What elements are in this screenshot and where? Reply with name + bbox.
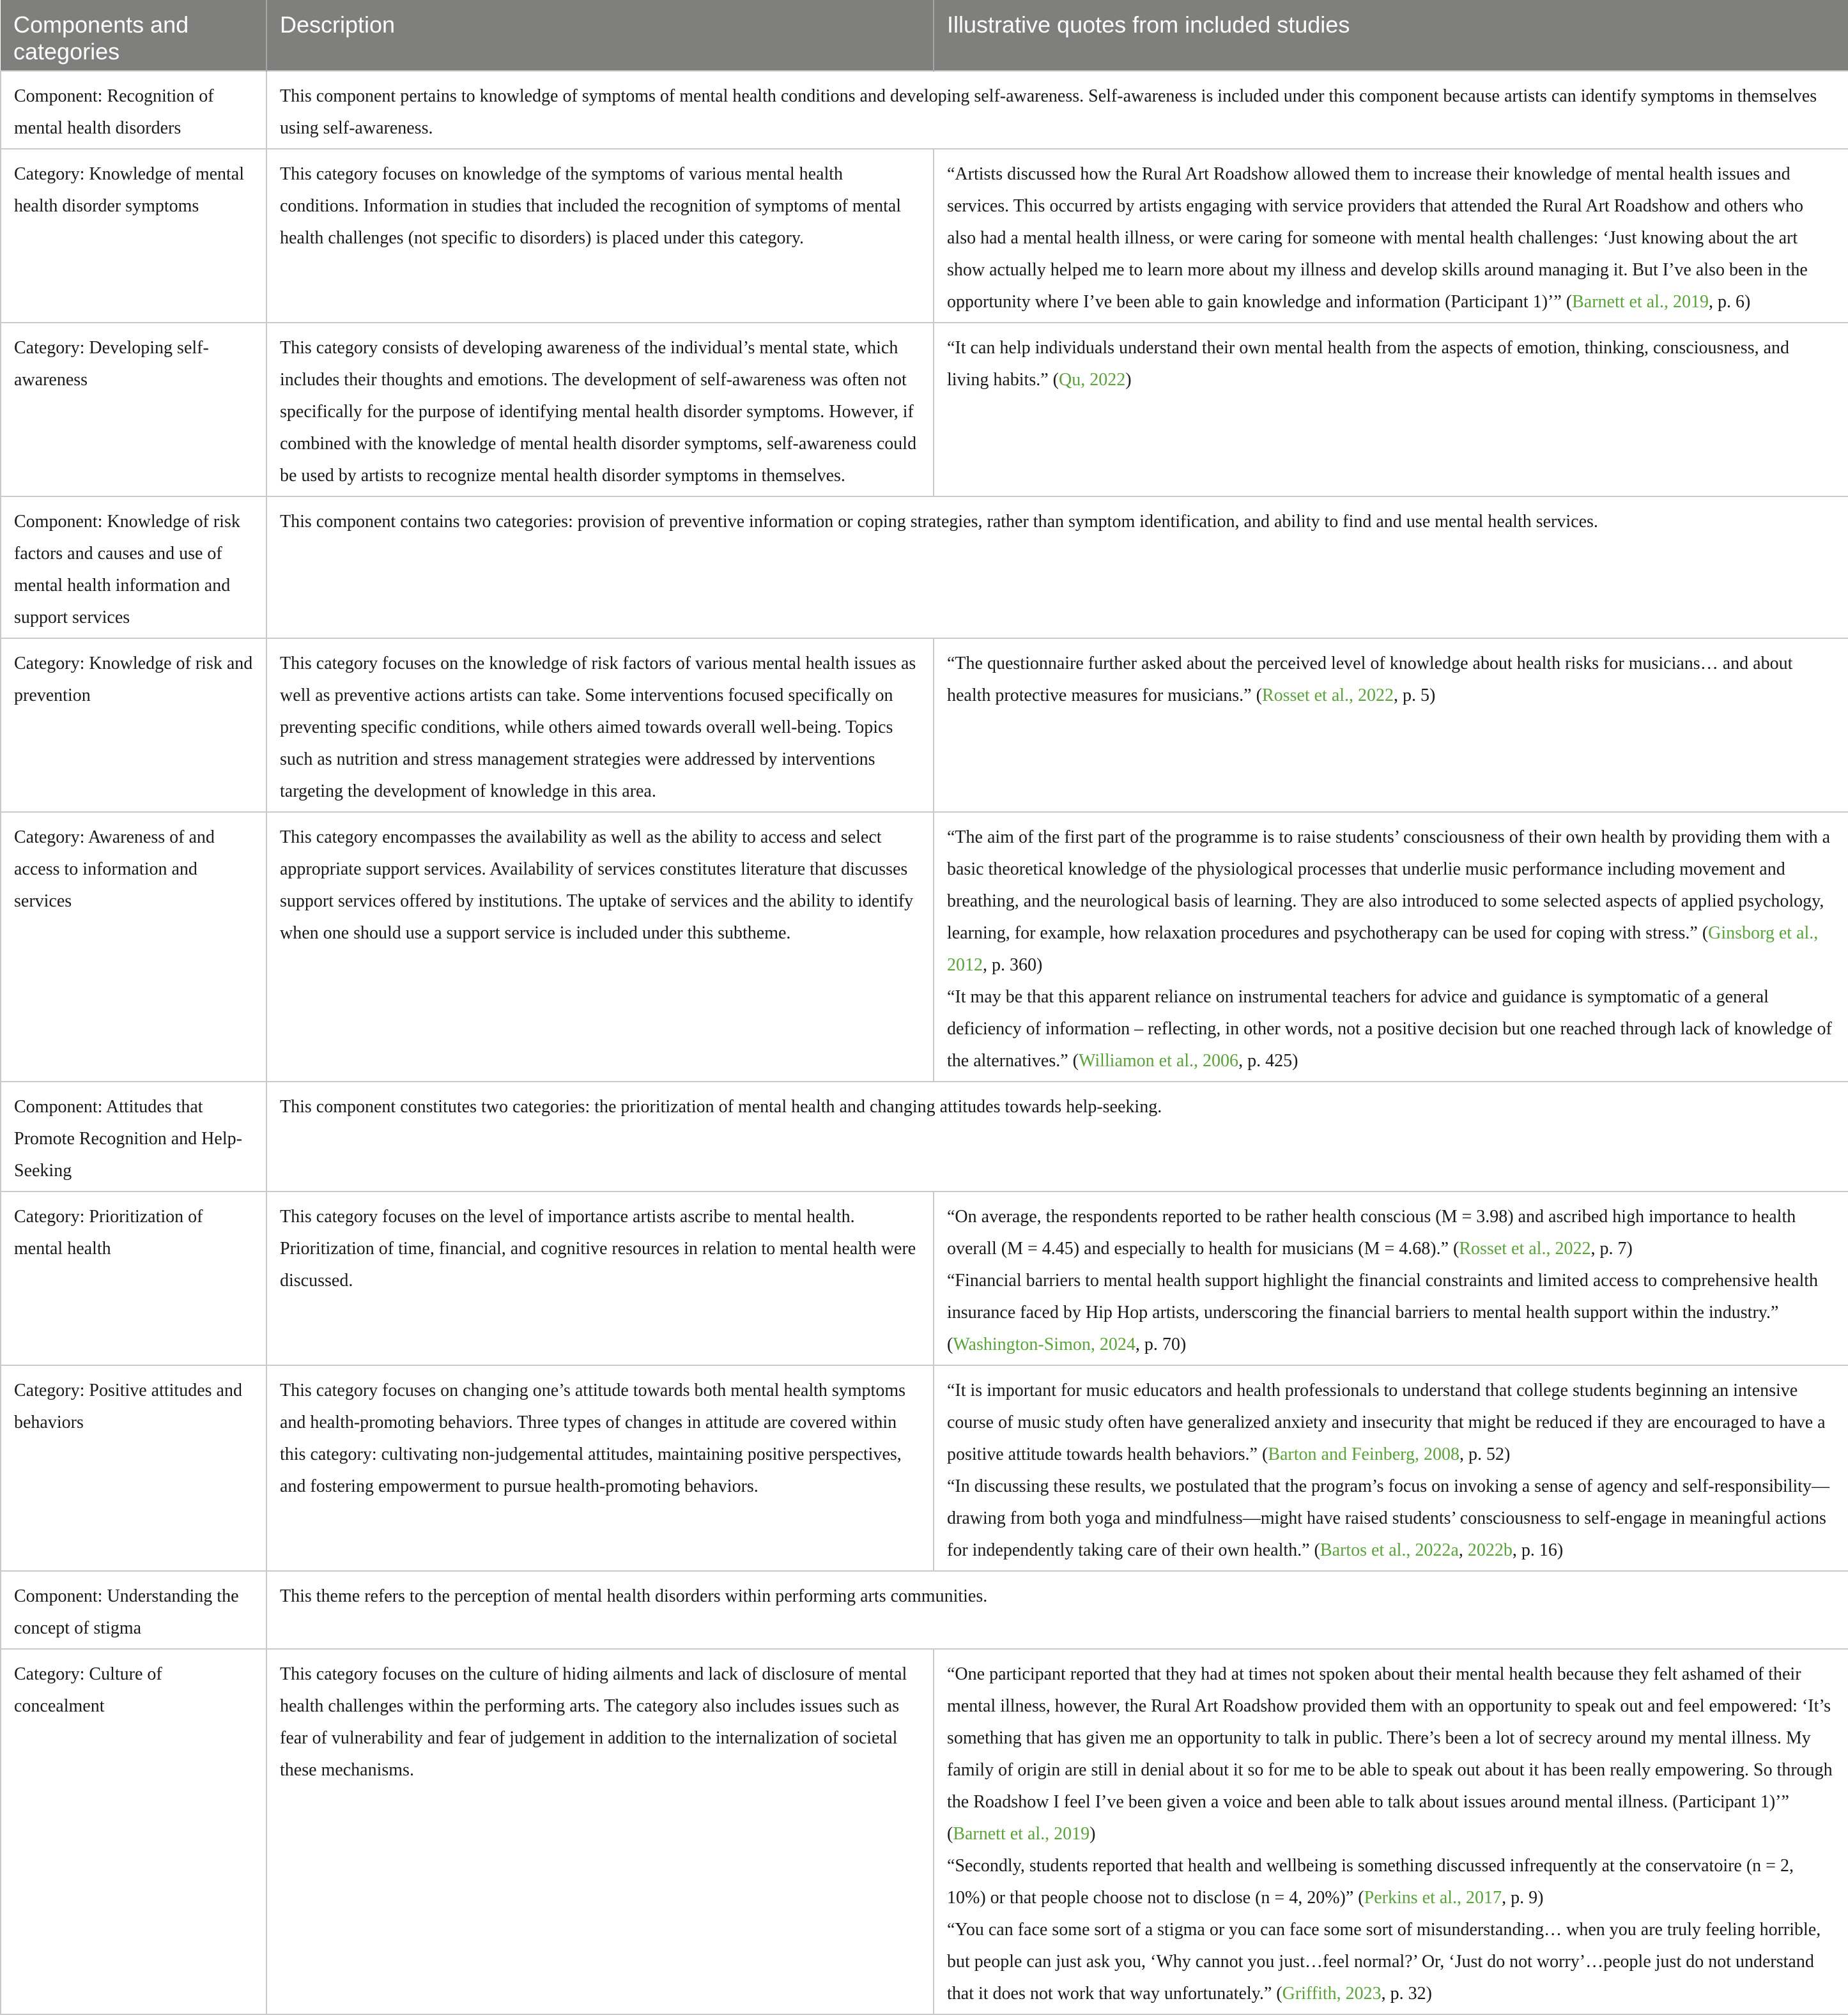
quote-text: ) — [1125, 370, 1132, 390]
quote-text: , p. 9) — [1502, 1888, 1544, 1908]
quote — [947, 1471, 1835, 1567]
quote — [947, 1201, 1835, 1265]
table-header-row — [1, 0, 1848, 71]
row-description: This category focuses on changing one’s attitude towards both mental health symptoms and health-promoting behaviors. Three types of changes in attitude are covered within this category: cultivating non-judgemental attitudes, maintaining positive perspectives, and fostering empowerment to pursue health-promoting behaviors. — [266, 1365, 934, 1571]
quote — [947, 1659, 1835, 1850]
row-quotes — [934, 323, 1848, 496]
citation-link[interactable]: Barnett et al., 2019 — [1572, 292, 1709, 312]
quote — [947, 158, 1835, 318]
quote — [947, 648, 1835, 712]
component-label: Component: Understanding the concept of stigma — [1, 1571, 266, 1649]
citation-link[interactable]: Ginsborg et al., 2012 — [947, 923, 1819, 975]
quote-text: ) — [1090, 1824, 1096, 1844]
row-description: This component contains two categories: provision of preventive information or coping strategies, rather than symptom identification, and ability to find and use mental health services. — [266, 496, 1848, 638]
quote-text: , p. 5) — [1394, 686, 1436, 705]
component-label: Component: Recognition of mental health disorders — [1, 71, 266, 149]
citation-link[interactable]: Bartos et al., 2022a — [1320, 1540, 1459, 1560]
quote-text: , p. 6) — [1708, 292, 1751, 312]
quote — [947, 981, 1835, 1077]
row-description: This category focuses on knowledge of the symptoms of various mental health conditions. Information in studies that included the recognition of symptoms of mental health challenges (not specific to disorders) is placed under this category. — [266, 149, 934, 323]
row-description: This category encompasses the availability as well as the ability to access and select appropriate support services. Availability of services constitutes literature that discusses support services offered by institutions. The uptake of services and the ability to identify when one should use a support service is included under this subtheme. — [266, 812, 934, 1082]
citation-link[interactable]: Barton and Feinberg, 2008 — [1268, 1444, 1459, 1464]
citation-link[interactable]: Barnett et al., 2019 — [953, 1824, 1090, 1844]
quote — [947, 822, 1835, 981]
component-row — [1, 1082, 1848, 1191]
row-quotes — [934, 638, 1848, 812]
quote-text: “In discussing these results, we postulated that the program’s focus on invoking a sense of agency and self-responsibility—drawing from both yoga and mindfulness—might have raised students’ consciousness to self-engage in meaningful actions for independently taking care of their own health.” ( — [947, 1476, 1830, 1560]
citation-link[interactable]: 2022b — [1467, 1540, 1513, 1560]
quote-text: “The aim of the first part of the programme is to raise students’ consciousness of their own health by providing them with a basic theoretical knowledge of the physiological processes that underlie music performance including movement and breathing, and the neurological basis of learning. They are also introduced to some selected aspects of applied psychology, learning, for example, how relaxation procedures and psychotherapy can be used for coping with stress.” ( — [947, 827, 1831, 943]
citation-link[interactable]: Qu, 2022 — [1058, 370, 1126, 390]
quote-text: “One participant reported that they had at times not spoken about their mental health because they felt ashamed of their mental illness, however, the Rural Art Roadshow provided them with an opportunity to speak out and feel empowered: ‘It’s something that has given me an opportunity to talk in public. There’s been a lot of secrecy around my mental illness. My family of origin are still in denial about it so for me to be able to speak out about it has been really empowering. So through the Roadshow I feel I’ve been given a voice and been able to talk about issues around mental illness. (Participant 1)’” ( — [947, 1664, 1833, 1844]
quote-text: , p. 425) — [1238, 1051, 1298, 1071]
citation-link[interactable]: Rosset et al., 2022 — [1261, 686, 1394, 705]
quote — [947, 1375, 1835, 1471]
component-row — [1, 1571, 1848, 1649]
quote-text: “It is important for music educators and health professionals to understand that college students beginning an intensive course of music study often have generalized anxiety and insecurity that might be reduced if they are encouraged to have a positive attitude towards health behaviors.” ( — [947, 1381, 1826, 1464]
citation-link[interactable]: Washington-Simon, 2024 — [953, 1335, 1136, 1354]
row-description: This category focuses on the knowledge of risk factors of various mental health issues as well as preventive actions artists can take. Some interventions focused specifically on preventing specific conditions, while others aimed towards overall well-being. Topics such as nutrition and stress management strategies were addressed by interventions targeting the development of knowledge in this area. — [266, 638, 934, 812]
row-quotes — [934, 1365, 1848, 1571]
quote-text: , — [1458, 1540, 1468, 1560]
table-body — [1, 71, 1848, 2014]
row-description: This category focuses on the culture of hiding ailments and lack of disclosure of mental health challenges within the performing arts. The category also includes issues such as fear of vulnerability and fear of judgement in addition to the internalization of societal these mechanisms. — [266, 1649, 934, 2014]
row-quotes — [934, 149, 1848, 323]
quote-text: , p. 52) — [1459, 1444, 1511, 1464]
header-components: Components and categories — [1, 0, 266, 71]
category-row — [1, 638, 1848, 812]
quote — [947, 1914, 1835, 2010]
category-row — [1, 1191, 1848, 1365]
component-label: Component: Knowledge of risk factors and causes and use of mental health information and support services — [1, 496, 266, 638]
quote-text: “You can face some sort of a stigma or you can face some sort of misunderstanding… when you are truly feeling horrible, but people can just ask you, ‘Why cannot you just…feel normal?’ Or, ‘Just do not worry’…people just do not understand that it does not work that way unfortunately.” ( — [947, 1920, 1821, 2004]
quote-text: , p. 16) — [1512, 1540, 1564, 1560]
quote — [947, 1850, 1835, 1914]
quote-text: “Financial barriers to mental health support highlight the financial constraints and limited access to comprehensive health insurance faced by Hip Hop artists, underscoring the financial barriers to mental health support within the industry.” ( — [947, 1271, 1819, 1354]
quote-text: , p. 360) — [983, 955, 1043, 975]
citation-link[interactable]: Griffith, 2023 — [1282, 1984, 1382, 2004]
row-description: This component constitutes two categories: the prioritization of mental health and changing attitudes towards help-seeking. — [266, 1082, 1848, 1191]
quote-text: , p. 7) — [1590, 1239, 1633, 1259]
category-row — [1, 1365, 1848, 1571]
quote-text: , p. 32) — [1381, 1984, 1432, 2004]
quote — [947, 332, 1835, 396]
quote — [947, 1265, 1835, 1361]
category-label: Category: Developing self-awareness — [1, 323, 266, 496]
citation-link[interactable]: Rosset et al., 2022 — [1459, 1239, 1591, 1259]
row-description: This component pertains to knowledge of symptoms of mental health conditions and developing self-awareness. Self-awareness is included under this component because artists can identify symptoms in themselves using self-awareness. — [266, 71, 1848, 149]
row-description: This theme refers to the perception of mental health disorders within performing arts communities. — [266, 1571, 1848, 1649]
quote-text: “Secondly, students reported that health and wellbeing is something discussed infrequently at the conservatoire (n = 2, 10%) or that people choose not to disclose (n = 4, 20%)” ( — [947, 1856, 1794, 1908]
category-row — [1, 149, 1848, 323]
quote-text: “The questionnaire further asked about the perceived level of knowledge about health risks for musicians… and about health protective measures for musicians.” ( — [947, 654, 1793, 705]
quote-text: “It can help individuals understand their own mental health from the aspects of emotion, thinking, consciousness, and living habits.” ( — [947, 338, 1790, 390]
quote-text: “It may be that this apparent reliance on instrumental teachers for advice and guidance is symptomatic of a general deficiency of information – reflecting, in other words, not a positive decision but one reached through lack of knowledge of the alternatives.” ( — [947, 987, 1832, 1071]
header-description: Description — [266, 0, 934, 71]
row-description: This category consists of developing awareness of the individual’s mental state, which includes their thoughts and emotions. The development of self-awareness was often not specifically for the purpose of identifying mental health disorder symptoms. However, if combined with the knowledge of mental health disorder symptoms, self-awareness could be used by artists to recognize mental health disorder symptoms in themselves. — [266, 323, 934, 496]
component-row — [1, 496, 1848, 638]
citation-link[interactable]: Williamon et al., 2006 — [1079, 1051, 1239, 1071]
category-row — [1, 323, 1848, 496]
citation-link[interactable]: Perkins et al., 2017 — [1364, 1888, 1502, 1908]
row-quotes — [934, 1191, 1848, 1365]
quote-text: “Artists discussed how the Rural Art Roadshow allowed them to increase their knowledge of mental health issues and services. This occurred by artists engaging with service providers that attended the Rural Art Roadshow and others who also had a mental health illness, or were caring for someone with mental health challenges: ‘Just knowing about the art show actually helped me to learn more about my illness and develop skills around managing it. But I’ve also been in the opportunity where I’ve been able to gain knowledge and information (Participant 1)’” ( — [947, 164, 1808, 312]
quote-text: , p. 70) — [1135, 1335, 1187, 1354]
category-row — [1, 1649, 1848, 2014]
category-label: Category: Prioritization of mental health — [1, 1191, 266, 1365]
header-quotes: Illustrative quotes from included studies — [934, 0, 1848, 71]
category-label: Category: Knowledge of mental health disorder symptoms — [1, 149, 266, 323]
category-label: Category: Positive attitudes and behaviors — [1, 1365, 266, 1571]
component-label: Component: Attitudes that Promote Recognition and Help-Seeking — [1, 1082, 266, 1191]
category-label: Category: Knowledge of risk and prevention — [1, 638, 266, 812]
row-quotes — [934, 812, 1848, 1082]
row-quotes — [934, 1649, 1848, 2014]
category-label: Category: Culture of concealment — [1, 1649, 266, 2014]
category-row — [1, 812, 1848, 1082]
quote-text: “On average, the respondents reported to be rather health conscious (M = 3.98) and ascribed high importance to health overall (M = 4.45) and especially to health for musicians (M = 4.68).” ( — [947, 1207, 1796, 1259]
component-row — [1, 71, 1848, 149]
category-label: Category: Awareness of and access to information and services — [1, 812, 266, 1082]
row-description: This category focuses on the level of importance artists ascribe to mental health. Prioritization of time, financial, and cognitive resources in relation to mental health were discussed. — [266, 1191, 934, 1365]
